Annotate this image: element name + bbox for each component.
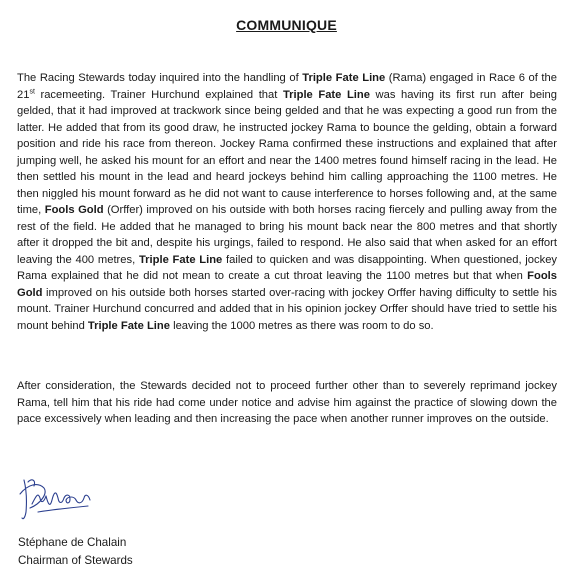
text-segment: was having its first run after being gelded, that it had improved at trackwork since being gelded and that he was expecting a good run from the latter. He added that from its good draw, he instructed jockey Rama to bounce the gelding, obtain a forward position and ride his race from thereon. Jockey Rama confirmed these instructions and explained that after jumping well, he asked his mount for an effort and near the 1400 metres found himself racing in the lead. He then settled his mount in the lead and heard jockeys behind him calling approaching the 1100 metres. He then niggled his mount forward as he did not want to cause interference to horses following and, at the same time, bbox=[17, 88, 557, 216]
page-title: COMMUNIQUE bbox=[236, 17, 337, 33]
text-segment: (Rama) engaged in Race 6 of the 21 bbox=[17, 72, 557, 101]
horse-name: Triple Fate Line bbox=[87, 319, 170, 332]
horse-name: Triple Fate Line bbox=[282, 88, 370, 101]
paragraph-inquiry bbox=[17, 70, 557, 334]
ordinal-suffix: st bbox=[29, 87, 35, 95]
paragraph-decision: After consideration, the Stewards decided not to proceed further other than to severely reprimand jockey Rama, tell him that his ride had come under notice and advise him against the practice of slowing down the pace excessively when leading and then increasing the pace when another runner improves on the outside. bbox=[17, 380, 557, 425]
text-segment: The Racing Stewards today inquired into the handling of bbox=[17, 72, 303, 84]
horse-name: Triple Fate Line bbox=[138, 253, 223, 266]
signer-name: Stéphane de Chalain bbox=[18, 536, 127, 549]
horse-name: Fools Gold bbox=[17, 270, 557, 299]
text-segment: (Orffer) improved on his outside with both horses racing fiercely and pulling away from the rest of the field. He added that he managed to bring his mount back near the 800 metres and that shortly after it dropped the bit and, despite his urgings, failed to respond. He also said that when asked for an effort leaving the 400 metres, bbox=[17, 204, 557, 266]
handwritten-signature bbox=[18, 474, 94, 524]
text-segment: leaving the 1000 metres as there was room to do so. bbox=[169, 319, 434, 332]
text-segment: failed to quicken and was disappointing. When questioned, jockey Rama explained that he did not mean to create a cut throat leaving the 1100 metres but that when bbox=[17, 253, 558, 282]
horse-name: Triple Fate Line bbox=[302, 72, 386, 84]
text-segment: improved on his outside both horses started over-racing with jockey Orffer having difficulty to settle his mount. Trainer Hurchund concurred and added that in his opinion jockey Orffer should have tried to settle his mount behind bbox=[17, 286, 557, 332]
text-segment: racemeeting. Trainer Hurchund explained that bbox=[34, 88, 283, 101]
horse-name: Fools Gold bbox=[44, 204, 104, 216]
signer-title: Chairman of Stewards bbox=[18, 554, 133, 567]
